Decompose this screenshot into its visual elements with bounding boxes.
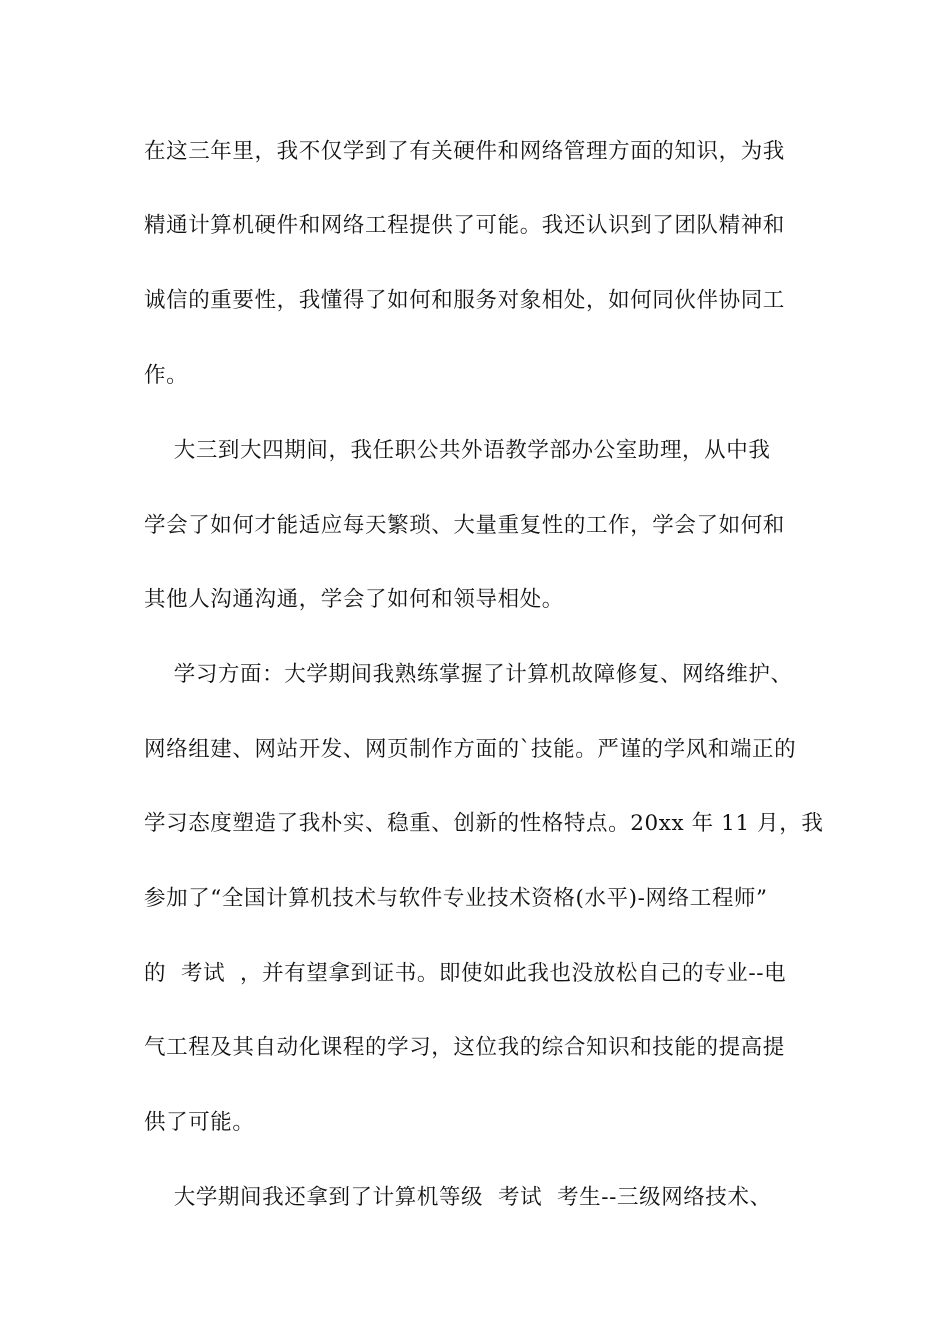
- text-line: 大学期间我还拿到了计算机等级 考试 考生--三级网络技术、: [144, 1185, 772, 1210]
- text-line: 的 考试 ，并有望拿到证书。即使如此我也没放松自己的专业--电: [144, 961, 787, 986]
- text-line: 学习态度塑造了我朴实、稳重、创新的性格特点。20xx 年 11 月，我: [144, 811, 824, 836]
- text-line: 其他人沟通沟通，学会了如何和领导相处。: [144, 587, 564, 612]
- text-line: 学会了如何才能适应每天繁琐、大量重复性的工作，学会了如何和: [144, 513, 785, 538]
- text-line: 大三到大四期间，我任职公共外语教学部办公室助理，从中我: [144, 438, 771, 463]
- text-line: 参加了“全国计算机技术与软件专业技术资格(水平)-网络工程师”: [144, 886, 768, 911]
- text-line: 作。: [144, 363, 189, 388]
- text-line: 网络组建、网站开发、网页制作方面的`技能。严谨的学风和端正的: [144, 737, 797, 762]
- text-line: 学习方面：大学期间我熟练掌握了计算机故障修复、网络维护、: [144, 662, 793, 687]
- text-line: 精通计算机硬件和网络工程提供了可能。我还认识到了团队精神和: [144, 213, 785, 238]
- text-line: 气工程及其自动化课程的学习，这位我的综合知识和技能的提高提: [144, 1035, 785, 1060]
- text-line: 诚信的重要性，我懂得了如何和服务对象相处，如何同伙伴协同工: [144, 288, 785, 313]
- text-line: 在这三年里，我不仅学到了有关硬件和网络管理方面的知识，为我: [144, 139, 785, 164]
- text-line: 供了可能。: [144, 1110, 255, 1135]
